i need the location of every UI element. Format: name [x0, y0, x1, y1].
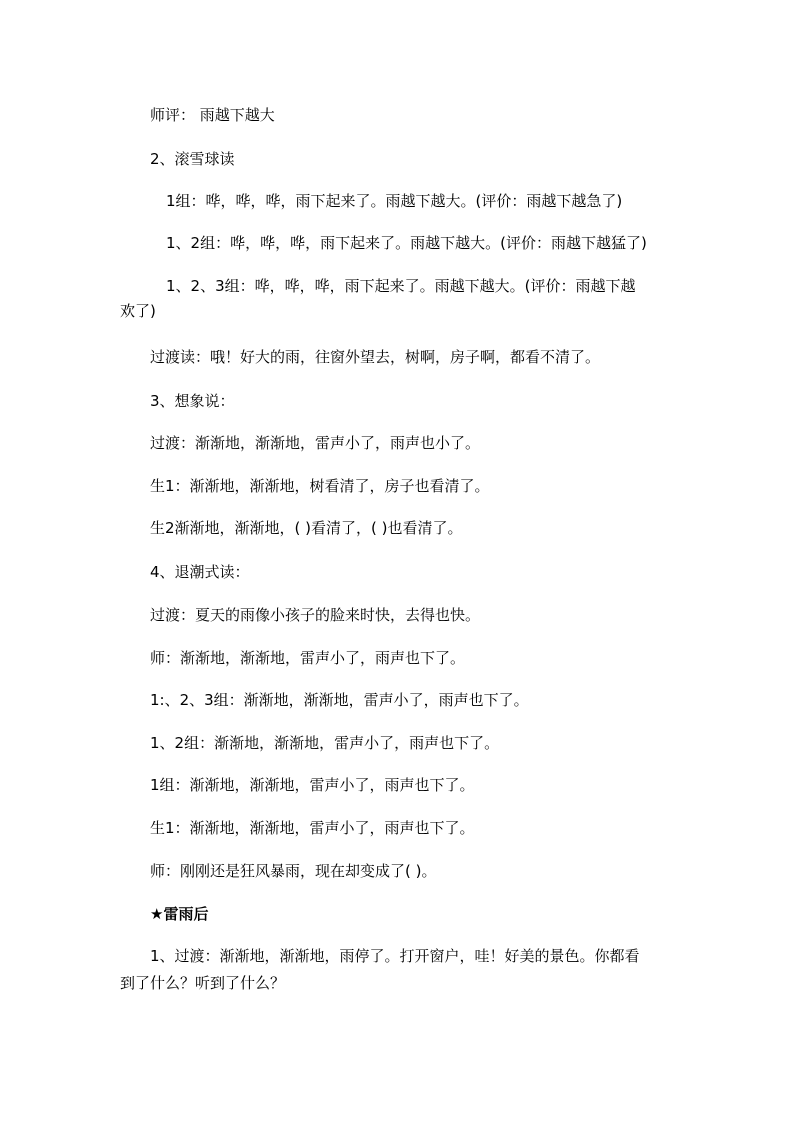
transition-reading: 过渡读：哦！好大的雨，往窗外望去，树啊，房子啊，都看不清了。 — [150, 348, 601, 366]
group1-reading: 1组：哗，哗，哗，雨下起来了。雨越下越大。(评价：雨越下越急了) — [166, 192, 623, 210]
group123-ebb-line: 1:、2、3组：渐渐地，渐渐地，雷声小了，雨声也下了。 — [150, 691, 529, 709]
group12-ebb-line: 1、2组：渐渐地，渐渐地，雷声小了，雨声也下了。 — [150, 734, 500, 752]
transition-summer-rain: 过渡：夏天的雨像小孩子的脸来时快，去得也快。 — [150, 606, 481, 624]
student1-ebb-line: 生1：渐渐地，渐渐地，雷声小了，雨声也下了。 — [150, 819, 475, 837]
student1-line: 生1：渐渐地，渐渐地，树看清了，房子也看清了。 — [150, 477, 490, 495]
group123-reading-cont: 欢了) — [120, 302, 156, 320]
section-heading-after-rain: ★雷雨后 — [150, 905, 209, 923]
group12-reading: 1、2组：哗，哗，哗，雨下起来了。雨越下越大。(评价：雨越下越猛了) — [166, 234, 647, 252]
transition-line: 过渡：渐渐地，渐渐地，雷声小了，雨声也小了。 — [150, 434, 481, 452]
section-heading-ebb: 4、退潮式读： — [150, 563, 250, 581]
group1-ebb-line: 1组：渐渐地，渐渐地，雷声小了，雨声也下了。 — [150, 776, 475, 794]
after-rain-transition: 1、过渡：渐渐地，渐渐地，雨停了。打开窗户，哇！好美的景色。你都看 — [150, 947, 640, 965]
section-heading-snowball: 2、滚雪球读 — [150, 150, 235, 168]
section-heading-imagine: 3、想象说： — [150, 392, 235, 410]
group123-reading: 1、2、3组：哗，哗，哗，雨下起来了。雨越下越大。(评价：雨越下越 — [166, 277, 636, 295]
teacher-comment: 师评： 雨越下越大 — [150, 106, 275, 124]
after-rain-transition-cont: 到了什么？听到了什么？ — [120, 974, 286, 992]
teacher-question: 师：刚刚还是狂风暴雨，现在却变成了( )。 — [150, 862, 437, 880]
student2-line: 生2渐渐地，渐渐地，( )看清了，( )也看清了。 — [150, 519, 463, 537]
teacher-line: 师：渐渐地，渐渐地，雷声小了，雨声也下了。 — [150, 649, 466, 667]
